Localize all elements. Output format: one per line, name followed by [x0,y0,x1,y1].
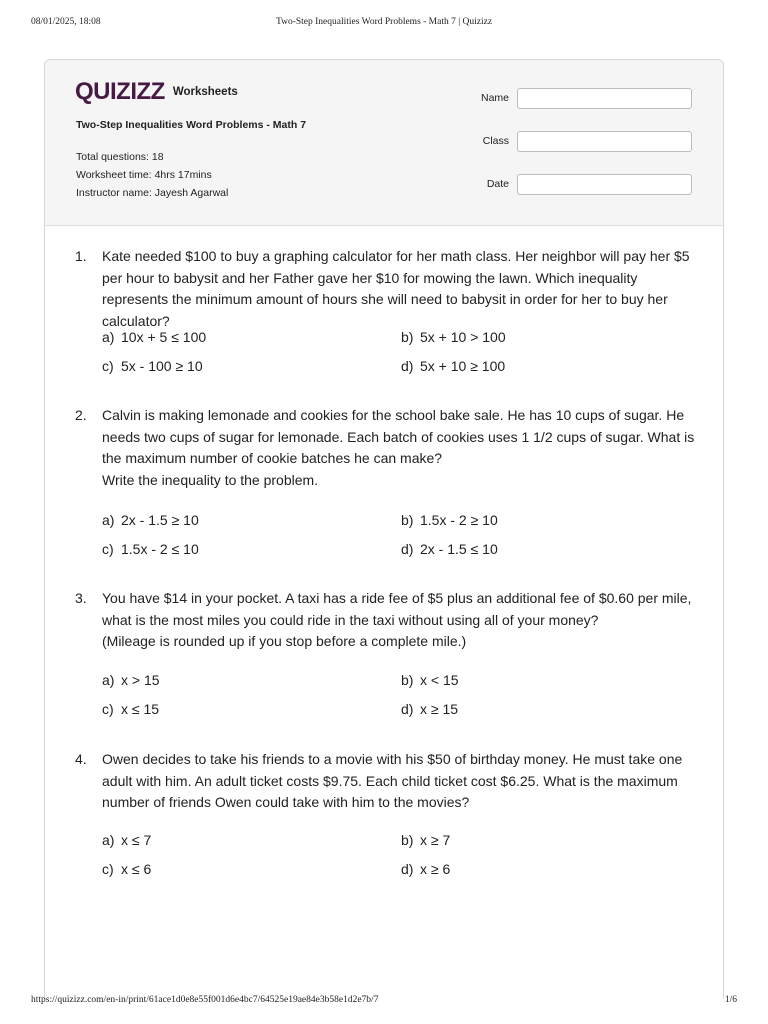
option-b[interactable] [401,831,450,849]
worksheet-time: Worksheet time: 4hrs 17mins [76,169,212,181]
option-text: x ≤ 7 [121,832,152,848]
option-letter: c) [102,861,114,877]
question-text: You have $14 in your pocket. A taxi has a ride fee of $5 plus an additional fee of $0.60 per mile, what is the most miles you could ride in the taxi without using all of your money? (Mileage is rounded up if you stop before a complete mile.) [102,590,692,650]
option-letter: c) [102,701,114,717]
option-letter: b) [401,832,414,848]
worksheet-header [45,60,723,226]
option-letter: a) [102,512,115,528]
date-field[interactable] [517,174,692,195]
print-header [31,17,737,31]
print-datetime: 08/01/2025, 18:08 [31,17,101,27]
option-letter: b) [401,512,414,528]
worksheet [44,59,724,999]
option-text: x ≤ 15 [121,701,160,717]
option-text: 2x - 1.5 ≤ 10 [420,541,498,557]
option-letter: d) [401,358,414,374]
worksheet-title: Two-Step Inequalities Word Problems - Math 7 [76,119,307,131]
name-field[interactable] [517,88,692,109]
option-a[interactable] [102,831,151,849]
option-text: 5x + 10 ≥ 100 [420,358,506,374]
option-text: x ≤ 6 [121,861,152,877]
option-text: 5x + 10 > 100 [420,329,506,345]
option-letter: c) [102,358,114,374]
question-number: 4. [75,751,87,767]
print-page-number: 1/6 [724,995,737,1005]
question-number: 3. [75,590,87,606]
option-text: x ≥ 6 [420,861,451,877]
option-letter: d) [401,701,414,717]
quizizz-logo [75,79,238,105]
class-field[interactable] [517,131,692,152]
option-text: x ≥ 15 [420,701,459,717]
print-url: https://quizizz.com/en-in/print/61ace1d0e8e55f001d6e4bc7/64525e19ae84e3b58e1d2e7b/7 [31,995,379,1005]
option-letter: a) [102,329,115,345]
question-text: Kate needed $100 to buy a graphing calculator for her math class. Her neighbor will pay her $5 per hour to babysit and her Father gave her $10 for mowing the lawn. Which inequality represents the minimum amount of hours she will need to babysit in order for her to buy her calculator? [102,248,690,330]
option-c[interactable] [102,540,199,558]
option-b[interactable] [401,511,498,529]
option-b[interactable] [401,328,506,346]
option-text: x < 15 [420,672,459,688]
option-letter: b) [401,329,414,345]
question-text: Calvin is making lemonade and cookies for the school bake sale. He has 10 cups of sugar. He needs two cups of sugar for lemonade. Each batch of cookies uses 1 1/2 cups of sugar. What is the maximum number of cookie batches he can make? Write the inequality to the problem. [102,407,695,489]
option-letter: a) [102,832,115,848]
total-questions: Total questions: 18 [76,151,164,163]
option-a[interactable] [102,328,206,346]
option-c[interactable] [102,357,203,375]
option-text: 1.5x - 2 ≤ 10 [121,541,199,557]
option-b[interactable] [401,671,459,689]
print-page-title: Two-Step Inequalities Word Problems - Math 7 | Quizizz [275,17,493,27]
option-text: x > 15 [121,672,160,688]
question-number: 1. [75,248,87,264]
option-letter: b) [401,672,414,688]
option-text: 1.5x - 2 ≥ 10 [420,512,498,528]
option-d[interactable] [401,540,498,558]
date-label: Date [486,178,509,190]
option-d[interactable] [401,700,458,718]
option-text: 5x - 100 ≥ 10 [121,358,203,374]
option-a[interactable] [102,671,160,689]
option-letter: a) [102,672,115,688]
option-letter: d) [401,541,414,557]
logo-wordmark: QUIZIZZ [75,78,165,105]
option-c[interactable] [102,700,159,718]
option-c[interactable] [102,860,151,878]
logo-subtitle: Worksheets [172,86,238,98]
option-text: 2x - 1.5 ≥ 10 [121,512,199,528]
option-d[interactable] [401,860,450,878]
print-footer [31,995,737,1009]
class-label: Class [482,135,509,147]
instructor-name: Instructor name: Jayesh Agarwal [76,187,229,199]
option-d[interactable] [401,357,505,375]
option-letter: c) [102,541,114,557]
name-label: Name [480,92,509,104]
option-letter: d) [401,861,414,877]
option-text: 10x + 5 ≤ 100 [121,329,207,345]
question-number: 2. [75,407,87,423]
question-text: Owen decides to take his friends to a movie with his $50 of birthday money. He must take one adult with him. An adult ticket costs $9.75. Each child ticket cost $6.25. What is the maximum number of friends Owen could take with him to the movies? [102,751,683,811]
option-text: x ≥ 7 [420,832,451,848]
option-a[interactable] [102,511,199,529]
